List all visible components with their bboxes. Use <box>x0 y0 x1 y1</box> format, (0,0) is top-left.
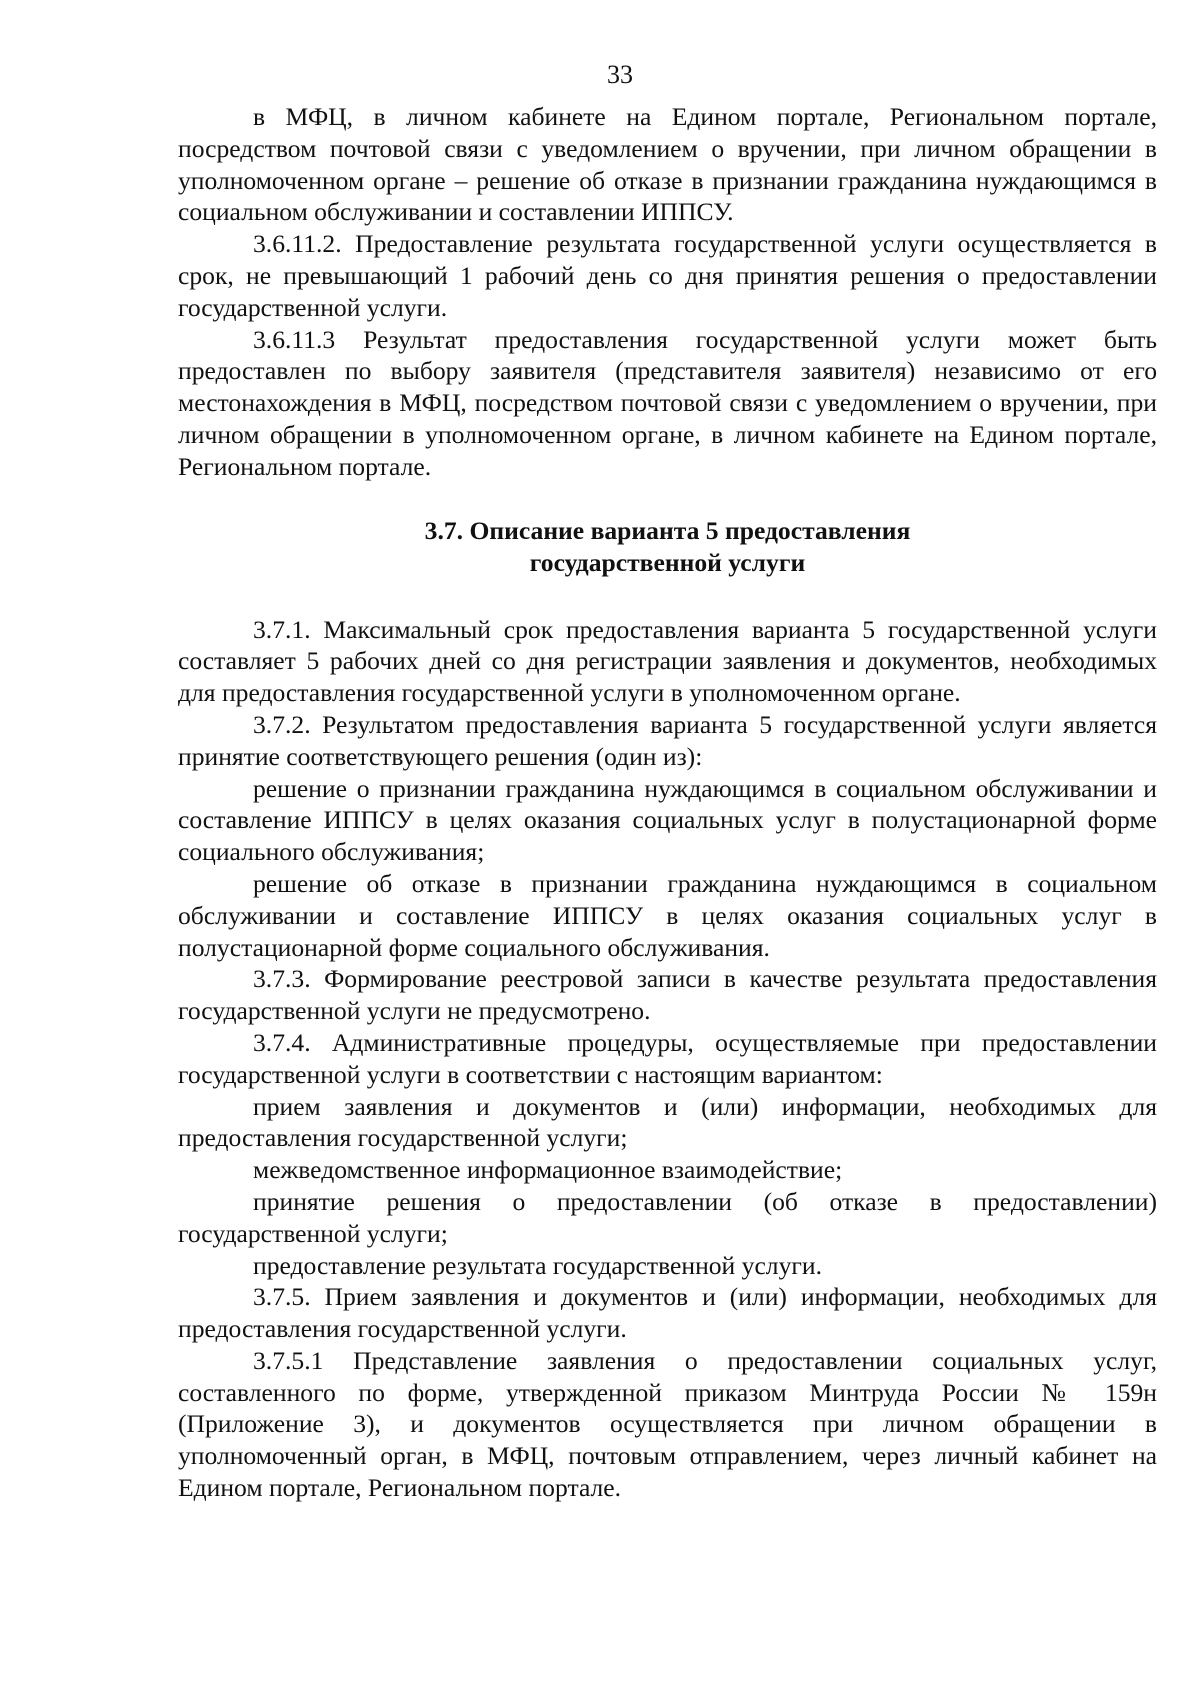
list-item-procedure-result: предоставление результата государственной услуги. <box>253 1250 822 1280</box>
paragraph-3-7-1: 3.7.1. Максимальный срок предоставления варианта 5 государственной услуги составляет 5 рабочих дней со дня регистрации заявления и документов, необходимых для предоставления государственной услуги в уполномоченном органе. <box>178 614 1157 708</box>
paragraph-3-7-4: 3.7.4. Административные процедуры, осуществляемые при предоставлении государственной услуги в соответствии с настоящим вариантом: <box>178 1027 1157 1089</box>
section-heading <box>178 515 1157 579</box>
paragraph-3-7-2: 3.7.2. Результатом предоставления варианта 5 государственной услуги является принятие соответствующего решения (один из): <box>178 709 1157 771</box>
spacer <box>178 579 1157 614</box>
section-heading-line-2: государственной услуги <box>529 547 806 577</box>
paragraph-3-7-5: 3.7.5. Прием заявления и документов и (или) информации, необходимых для предоставления государственной услуги. <box>178 1282 1157 1344</box>
spacer <box>178 483 1157 515</box>
section-heading-line-1: 3.7. Описание варианта 5 предоставления <box>424 515 911 545</box>
list-item-procedure-interagency: межведомственное информационное взаимодействие; <box>253 1155 843 1185</box>
list-item-decision-refuse: решение об отказе в признании гражданина нуждающимся в социальном обслуживании и составление ИППСУ в целях оказания социальных услуг в полустационарной форме социального обслуживания. <box>178 868 1157 962</box>
paragraph-continuation: в МФЦ, в личном кабинете на Едином портале, Региональном портале, посредством почтовой связи с уведомлением о вручении, при личном обращении в уполномоченном органе – решение об отказе в признании гражданина нуждающимся в социальном обслуживании и составлении ИППСУ. <box>178 102 1157 227</box>
page-number: 33 <box>607 60 633 89</box>
list-item-procedure-intake: прием заявления и документов и (или) информации, необходимых для предоставления государственной услуги; <box>178 1091 1157 1153</box>
paragraph-3-6-11-3: 3.6.11.3 Результат предоставления государственной услуги может быть предоставлен по выбору заявителя (представителя заявителя) независимо от его местонахождения в МФЦ, посредством почтовой связи с уведомлением о вручении, при личном обращении в уполномоченном органе, в личном кабинете на Едином портале, Региональном портале. <box>178 324 1157 481</box>
list-item-procedure-decision: принятие решения о предоставлении (об отказе в предоставлении) государственной услуги; <box>178 1186 1157 1248</box>
paragraph-3-7-3: 3.7.3. Формирование реестровой записи в качестве результата предоставления государственной услуги не предусмотрено. <box>178 964 1157 1026</box>
list-item-decision-approve: решение о признании гражданина нуждающимся в социальном обслуживании и составление ИППСУ в целях оказания социальных услуг в полустационарной форме социального обслуживания; <box>178 773 1157 867</box>
paragraph-3-7-5-1: 3.7.5.1 Представление заявления о предоставлении социальных услуг, составленного по форме, утвержденной приказом Минтруда России № 159н (Приложение 3), и документов осуществляется при личном обращении в уполномоченный орган, в МФЦ, почтовым отправлением, через личный кабинет на Едином портале, Региональном портале. <box>178 1345 1157 1503</box>
paragraph-3-6-11-2: 3.6.11.2. Предоставление результата государственной услуги осуществляется в срок, не превышающий 1 рабочий день со дня принятия решения о предоставлении государственной услуги. <box>178 229 1157 322</box>
document-body <box>178 101 1157 1504</box>
